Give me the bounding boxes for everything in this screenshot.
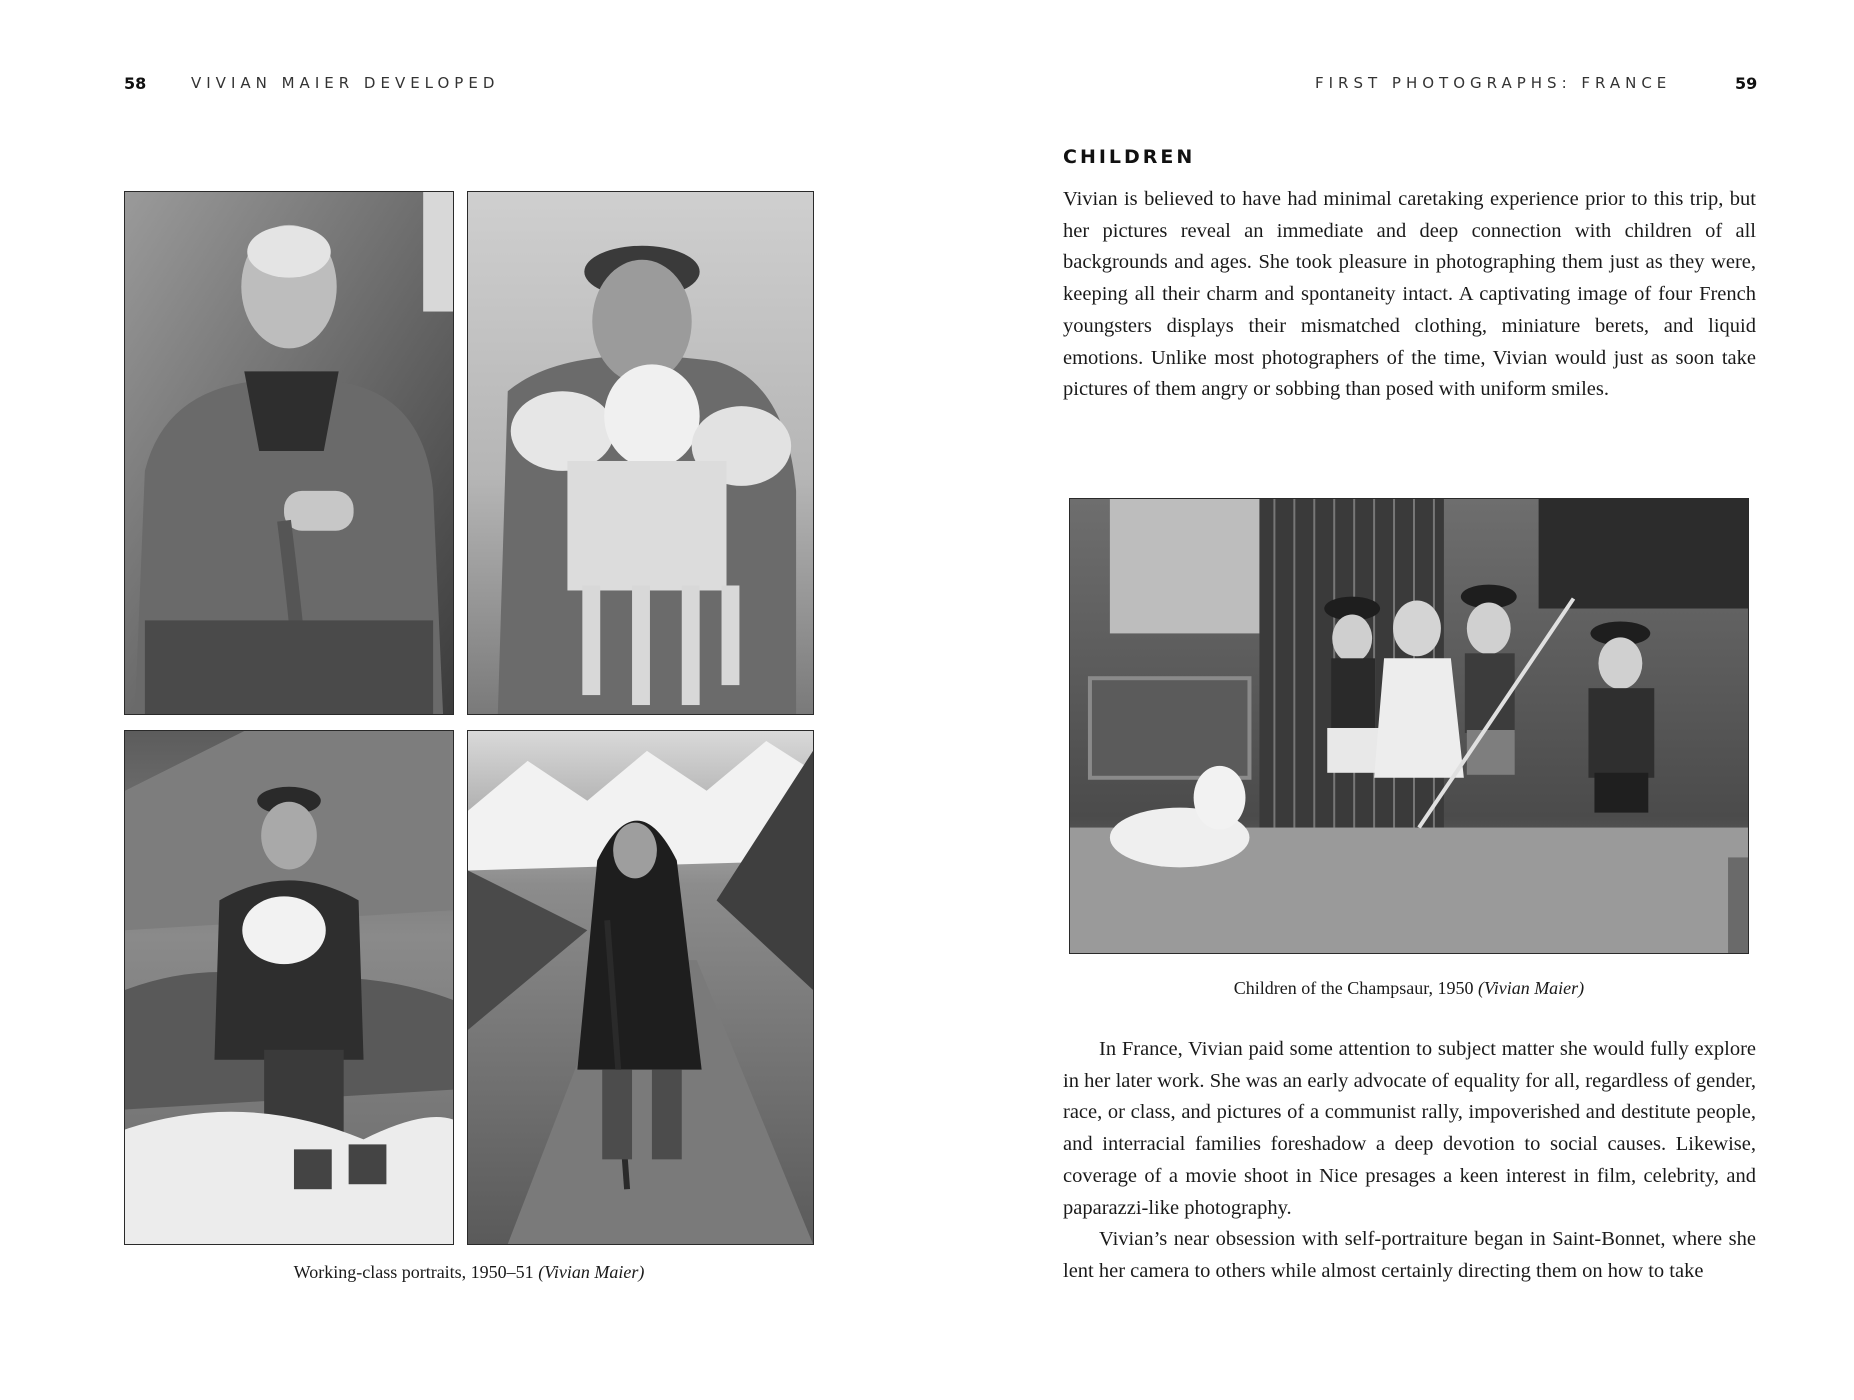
paragraph: Vivian’s near obsession with self-portraiture began in Saint-Bonnet, where she lent her camera to others while almost certainly directing them on how to take [1063, 1228, 1756, 1282]
caption-credit: (Vivian Maier) [1478, 978, 1585, 998]
running-head-right: FIRST PHOTOGRAPHS: FRANCE [1315, 74, 1672, 92]
section-heading: CHILDREN [1063, 146, 1196, 168]
page-number-right: 59 [1735, 74, 1758, 93]
caption-text: Children of the Champsaur, 1950 [1233, 978, 1474, 998]
running-head-left: VIVIAN MAIER DEVELOPED [191, 74, 500, 92]
paragraph: In France, Vivian paid some attention to subject matter she would fully explore in her later work. She was an early advocate of equality for all, regardless of gender, race, or class, and pictures of a communist rally, impoverished and destitute people, and interracial families foreshadow a deep devotion to social causes. Likewise, coverage of a movie shoot in Nice presages a keen interest in film, celebrity, and paparazzi-like photography. [1063, 1038, 1756, 1219]
photo-man-with-lamb-in-snow [124, 730, 454, 1245]
body-text-continued [1063, 1034, 1756, 1288]
photo-children-of-the-champsaur [1069, 498, 1749, 954]
right-page [927, 0, 1854, 1400]
caption-working-class-portraits [124, 1262, 814, 1283]
paragraph: Vivian is believed to have had minimal caretaking experience prior to this trip, but her pictures reveal an immediate and deep connection with children of all backgrounds and ages. She took pleasure in photographing them just as they were, keeping all their charm and spontaneity intact. A captivating image of four French youngsters displays their mismatched clothing, miniature berets, and liquid emotions. Unlike most photographers of the time, Vivian would just as soon take pictures of them angry or sobbing than posed with uniform smiles. [1063, 188, 1756, 401]
caption-credit: (Vivian Maier) [538, 1262, 645, 1282]
caption-children-of-the-champsaur [1069, 978, 1749, 999]
photo-old-man-with-cane [124, 191, 454, 715]
photo-hooded-woman-on-road [467, 730, 814, 1245]
page-number-left: 58 [124, 74, 147, 93]
photo-young-man-with-lambs [467, 191, 814, 715]
caption-text: Working-class portraits, 1950–51 [293, 1262, 534, 1282]
body-text-intro [1063, 184, 1756, 406]
